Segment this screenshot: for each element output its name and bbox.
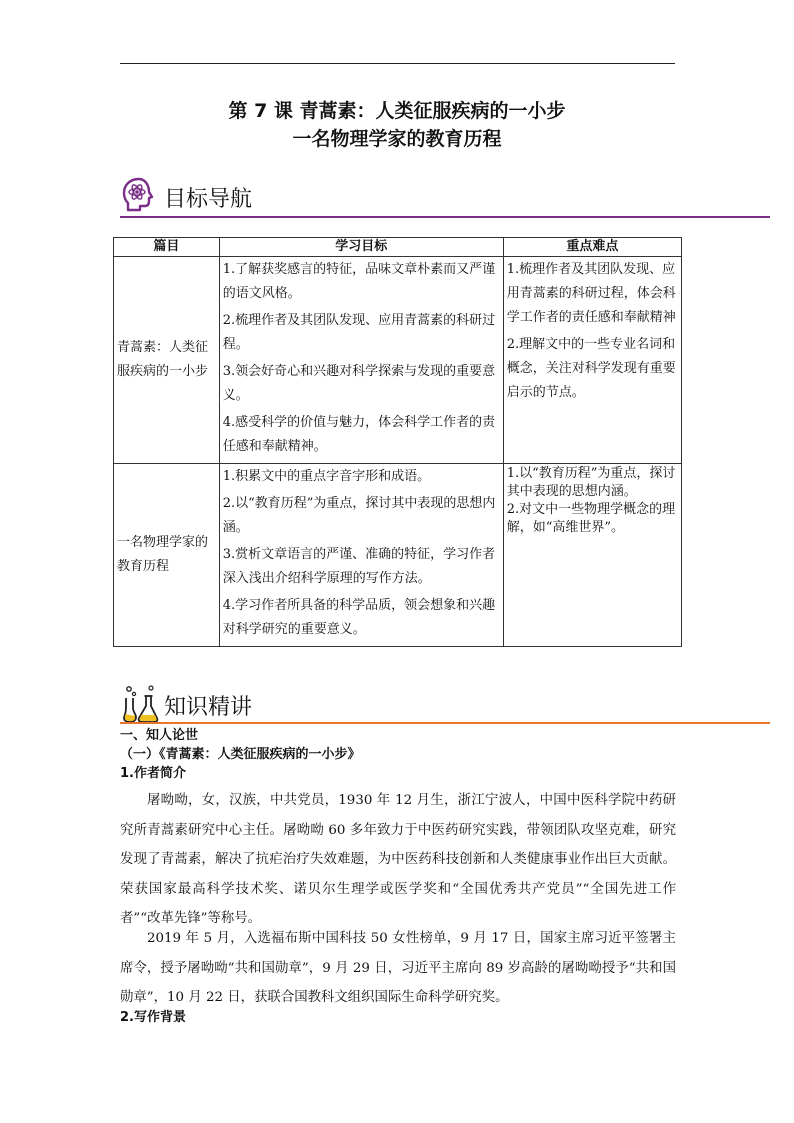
learning-goals-cell xyxy=(219,464,503,647)
page-subtitle: 一名物理学家的教育历程 xyxy=(292,128,502,150)
key-points-cell xyxy=(503,257,681,464)
table-row xyxy=(114,257,682,464)
goal-item: 1.了解获奖感言的特征，品味文章朴素而又严谨的语文风格。 xyxy=(222,262,496,301)
learning-goals-cell xyxy=(219,257,503,464)
heading-level2: （一）《青蒿素：人类征服疾病的一小步》 xyxy=(120,747,361,762)
section-knowledge-title: 知识精讲 xyxy=(164,695,253,720)
table-header-cell: 重点难点 xyxy=(503,238,681,257)
goal-item: 3.领会好奇心和兴趣对科学探索与发现的重要意义。 xyxy=(222,364,496,403)
heading-level1: 一、知人论世 xyxy=(120,728,199,743)
goals-table xyxy=(113,237,682,647)
table-header-cell: 学习目标 xyxy=(219,238,503,257)
section-knowledge-rule xyxy=(120,722,770,724)
body-paragraph: 屠呦呦，女，汉族，中共党员，1930 年 12 月生，浙江宁波人，中国中医科学院中药研究所青蒿素研究中心主任。屠呦呦 60 多年致力于中医药研究实践，带领团队攻坚克难，研究发现了青蒿素，解决了抗疟治疗失效难题，为中医药科技创新和人类健康事业作出巨大贡献。荣获国家最高科学技术奖、诺贝尔生理学或医学奖和“全国优秀共产党员”“全国先进工作者”“改革先锋”等称号。 xyxy=(120,793,676,926)
lesson-title-cell: 青蒿素：人类征服疾病的一小步 xyxy=(114,257,220,464)
heading-level3: 2.写作背景 xyxy=(120,1010,186,1025)
table-header-row xyxy=(114,238,682,257)
goal-item: 3.赏析文章语言的严谨、准确的特征，学习作者深入浅出介绍科学原理的写作方法。 xyxy=(222,547,496,586)
lab-flask-icon xyxy=(120,684,158,722)
page-title: 第 7 课 青蒿素：人类征服疾病的一小步 xyxy=(228,100,566,122)
body-paragraph: 2019 年 5 月，入选福布斯中国科技 50 女性榜单，9 月 17 日，国家主席习近平签署主席令，授予屠呦呦“共和国勋章”，9 月 29 日，习近平主席向 89 岁高龄的屠呦呦授予“共和国勋章”，10 月 22 日，获联合国教科文组织国际生命科学研究奖。 xyxy=(120,931,676,1005)
goal-item: 2.梳理作者及其团队发现、应用青蒿素的科研过程。 xyxy=(222,313,496,352)
goal-item: 1.积累文中的重点字音字形和成语。 xyxy=(222,469,431,484)
goal-item: 4.学习作者所具备的科学品质，领会想象和兴趣对科学研究的重要意义。 xyxy=(222,598,496,637)
section-goals-rule xyxy=(120,216,770,218)
key-point-item: 2.对文中一些物理学概念的理解，如“高维世界”。 xyxy=(506,502,676,535)
lesson-title-cell: 一名物理学家的教育历程 xyxy=(114,464,220,647)
key-point-item: 2.理解文中的一些专业名词和概念，关注对科学发现有重要启示的节点。 xyxy=(506,337,676,400)
key-points-cell xyxy=(503,464,681,647)
key-point-item: 1.以“教育历程”为重点，探讨其中表现的思想内涵。 xyxy=(506,466,676,499)
head-atom-icon xyxy=(120,176,158,214)
goal-item: 4.感受科学的价值与魅力，体会科学工作者的责任感和奉献精神。 xyxy=(222,415,496,454)
key-point-item: 1.梳理作者及其团队发现、应用青蒿素的科研过程，体会科学工作者的责任感和奉献精神 xyxy=(506,262,676,325)
goal-item: 2.以“教育历程”为重点，探讨其中表现的思想内涵。 xyxy=(222,496,496,535)
heading-level3: 1.作者简介 xyxy=(120,766,186,781)
header-rule xyxy=(120,63,675,64)
table-row xyxy=(114,464,682,647)
section-goals-title: 目标导航 xyxy=(164,187,253,212)
table-header-cell: 篇目 xyxy=(114,238,220,257)
